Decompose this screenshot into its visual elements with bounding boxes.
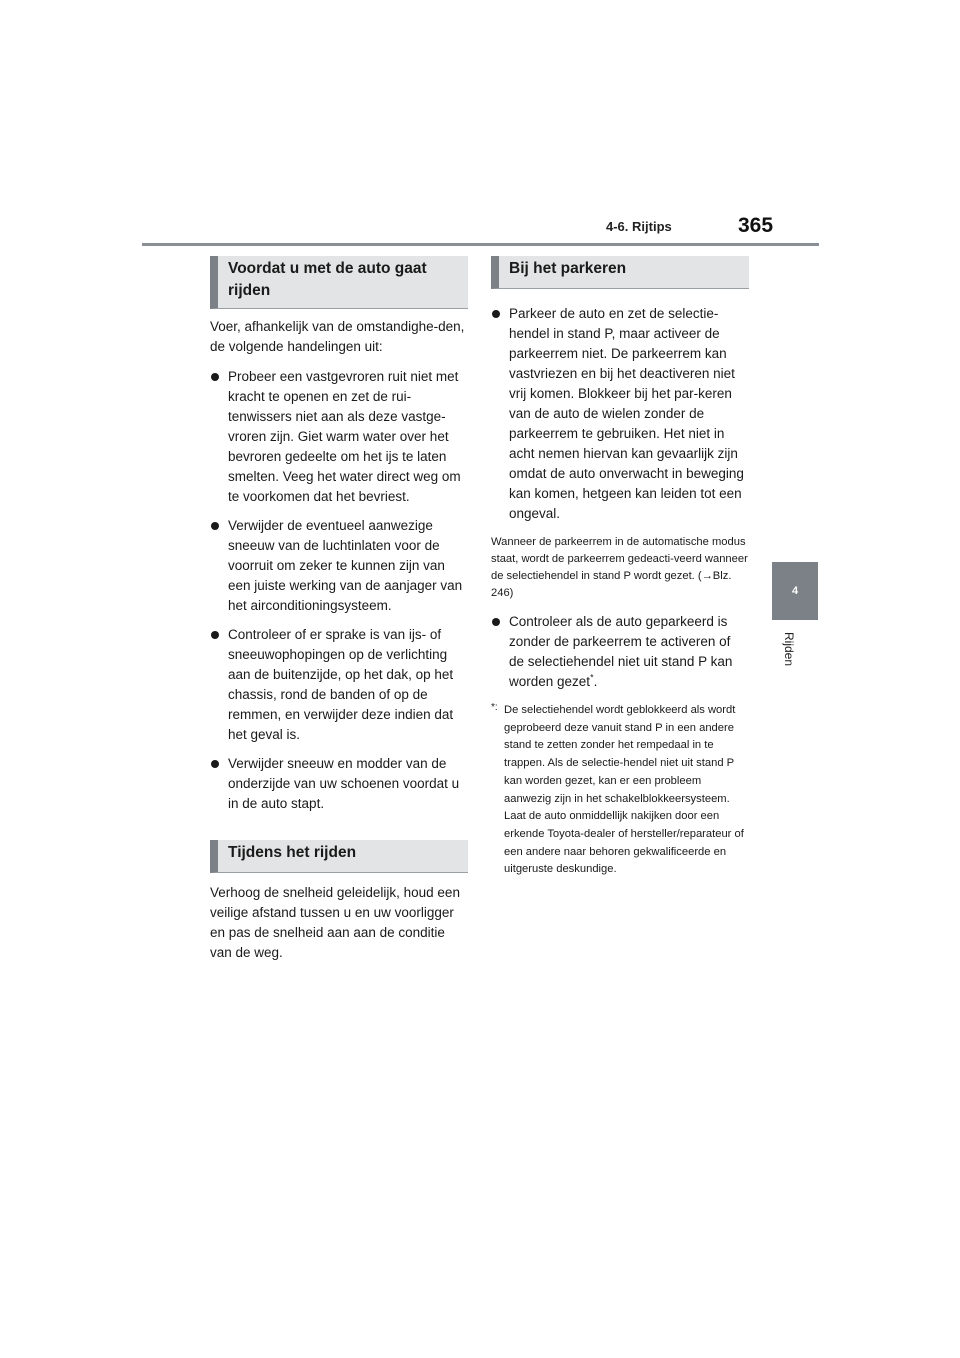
list-item: [210, 754, 468, 814]
intro-paragraph: Voer, afhankelijk van de omstandighe-den, de volgende handelingen uit:: [210, 319, 465, 354]
list-item-text: Controleer of er sprake is van ijs- of sneeuwophopingen op de verlichting aan de buitenzijde, op het dak, op het chassis, rond de banden of op de remmen, en verwijder deze indien dat het geval is.: [228, 627, 454, 742]
list-item: [491, 612, 749, 692]
list-item-text: Parkeer de auto en zet de selectie-hendel in stand P, maar activeer de parkeerrem niet. De parkeerrem kan vastvriezen en bij het deactiveren niet vrij komen. Blokkeer bij het par-keren van de auto de wielen zonder de parkeerrem te gebruiken. Het niet in acht nemen hiervan kan gevaarlijk zijn omdat de auto onverwacht in beweging kan komen, hetgeen kan leiden tot een ongeval.: [509, 306, 744, 521]
bullet-icon: [492, 310, 500, 318]
list-item-text: Verwijder de eventueel aanwezige sneeuw van de luchtinlaten voor de voorruit om zeker te kunnen zijn van een juiste werking van de aanjager van het airconditioningsysteem.: [228, 518, 463, 613]
list-item: [210, 516, 468, 616]
section-heading-before-driving: [210, 256, 468, 309]
section-heading-while-driving: [210, 840, 468, 873]
list-item: [210, 625, 468, 745]
bullet-icon: [211, 373, 219, 381]
header-divider: [142, 243, 819, 246]
list-item: [210, 367, 468, 507]
left-column: [210, 256, 468, 963]
driving-paragraph: Verhoog de snelheid geleidelijk, houd een veilige afstand tussen u en uw voorligger en pas de snelheid aan aan de conditie van de weg.: [210, 885, 460, 960]
list-item-text: Probeer een vastgevroren ruit niet met kracht te openen en zet de rui-tenwissers niet aan als deze vastge-vroren zijn. Giet warm water over het bevroren gedeelte om het ijs te laten smelten. Veeg het water direct weg om te voorkomen dat het bevriest.: [228, 369, 461, 504]
footnote-text: De selectiehendel wordt geblokkeerd als wordt geprobeerd deze vanuit stand P in een andere stand te zetten zonder het rempedaal in te trappen. Als de selectie-hendel niet uit stand P kan worden gezet, kan er een probleem aanwezig zijn in het schakelblokkeersysteem. Laat de auto onmiddellijk nakijken door een erkende Toyota-dealer of hersteller/reparateur of een andere naar behoren gekwalificeerde en uitgeruste deskundige.: [504, 704, 744, 876]
section-heading-parking: [491, 256, 749, 289]
heading-text: Bij het parkeren: [509, 260, 627, 277]
bullet-icon: [211, 522, 219, 530]
section-title: 4-6. Rijtips: [606, 219, 672, 234]
right-column: [491, 256, 749, 879]
bullet-icon: [211, 760, 219, 768]
page-number: 365: [738, 214, 774, 237]
list-item-text: Controleer als de auto geparkeerd is zonder de parkeerrem te activeren of de selectiehendel niet uit stand P kan worden gezet: [509, 614, 733, 689]
footnote: [491, 702, 749, 879]
footnote-reference: *: [590, 672, 594, 683]
heading-line-2: rijden: [228, 282, 271, 299]
footnote-mark: *:: [491, 702, 498, 713]
list-item: [491, 304, 749, 524]
bullet-icon: [492, 618, 500, 626]
chapter-label: Rijden: [782, 632, 796, 667]
heading-text: Tijdens het rijden: [228, 844, 357, 861]
parking-brake-note: Wanneer de parkeerrem in de automatische modus staat, wordt de parkeerrem gedeacti-veerd wanneer de selectiehendel in stand P wordt gezet. (→Blz. 246): [491, 536, 748, 599]
chapter-tab: [772, 562, 818, 620]
heading-line-1: Voordat u met de auto gaat: [228, 260, 427, 277]
list-item-text: Verwijder sneeuw en modder van de onderzijde van uw schoenen voordat u in de auto stapt.: [228, 756, 460, 811]
list-item-end: .: [593, 674, 598, 689]
chapter-number: 4: [791, 585, 799, 597]
bullet-icon: [211, 631, 219, 639]
